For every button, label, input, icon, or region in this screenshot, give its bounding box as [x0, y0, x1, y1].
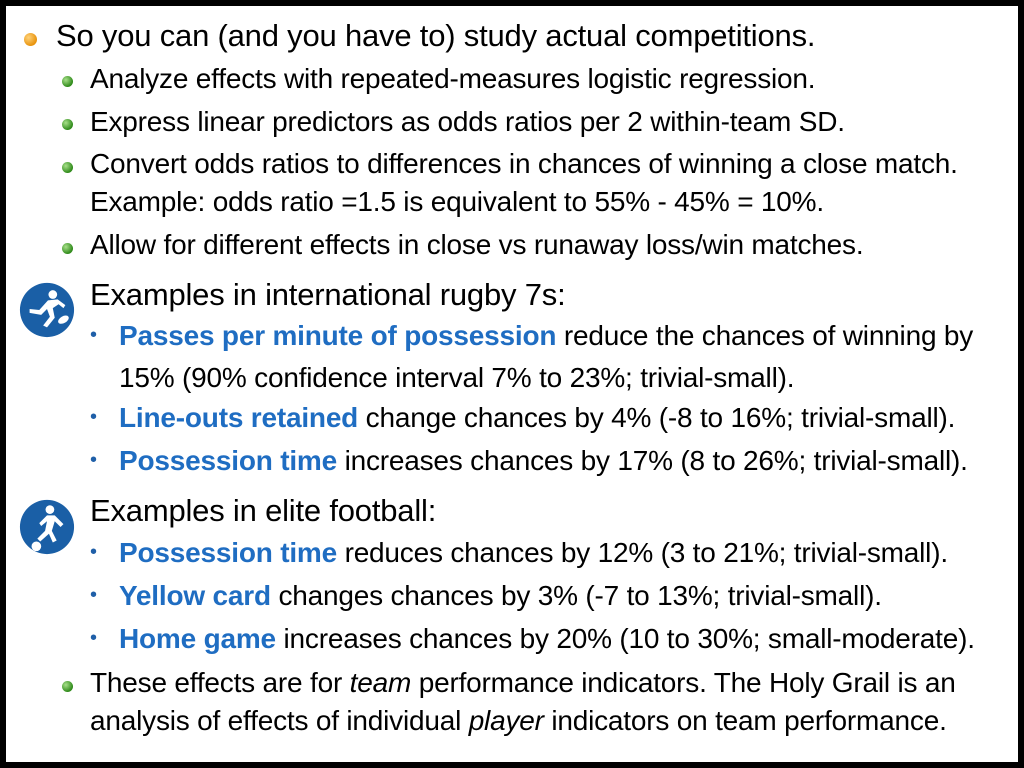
rugby-item-1-highlight: Passes per minute of possession [119, 320, 557, 351]
football-item-2 [119, 580, 882, 612]
football-item-2-text: changes chances by 3% (-7 to 13%; trivial-small). [270, 580, 882, 611]
closing-line-2 [90, 705, 947, 737]
closing-text: analysis of effects of individual [90, 705, 469, 736]
green-bullet-icon [62, 681, 73, 692]
bullet-glyph: • [90, 449, 98, 471]
rugby-item-2-highlight: Line-outs retained [119, 402, 359, 433]
convert-bullet-text: Convert odds ratios to differences in chances of winning a close match. [90, 148, 958, 179]
green-bullet-icon [62, 162, 73, 173]
closing-text: These effects are for [90, 667, 350, 698]
bullet-glyph: • [90, 406, 98, 428]
closing-emphasis-player: player [468, 705, 544, 736]
rugby-player-icon [18, 281, 76, 339]
football-item-1 [119, 537, 948, 569]
rugby-item-3-highlight: Possession time [119, 445, 337, 476]
analyze-bullet-text: Analyze effects with repeated-measures logistic regression. [90, 63, 816, 94]
rugby-item-3 [119, 445, 968, 477]
football-item-3 [119, 623, 975, 655]
bullet-glyph: • [90, 584, 98, 606]
closing-emphasis-team: team [349, 667, 412, 698]
convert-example-text: Example: odds ratio =1.5 is equivalent to 55% - 45% = 10%. [90, 186, 824, 217]
rugby-item-1-text: reduce the chances of winning by [556, 320, 974, 351]
green-bullet-icon [62, 243, 73, 254]
rugby-item-1 [119, 320, 973, 352]
closing-text: performance indicators. The Holy Grail is an [411, 667, 956, 698]
closing-line-1 [90, 667, 956, 699]
football-item-1-highlight: Possession time [119, 537, 337, 568]
closing-text: indicators on team performance. [543, 705, 947, 736]
rugby-item-3-text: increases chances by 17% (8 to 26%; trivial-small). [336, 445, 968, 476]
bullet-glyph: • [90, 627, 98, 649]
main-bullet-text: So you can (and you have to) study actual competitions. [56, 18, 816, 53]
slide [6, 6, 1018, 762]
bullet-glyph: • [90, 324, 98, 346]
rugby-item-2-text: change chances by 4% (-8 to 16%; trivial-small). [358, 402, 956, 433]
orange-bullet-icon [24, 33, 37, 46]
football-item-1-text: reduces chances by 12% (3 to 21%; trivial-small). [336, 537, 948, 568]
football-player-icon [18, 498, 76, 556]
football-item-3-highlight: Home game [119, 623, 276, 654]
express-bullet-text: Express linear predictors as odds ratios per 2 within-team SD. [90, 106, 845, 137]
rugby-item-2 [119, 402, 955, 434]
bullet-glyph: • [90, 541, 98, 563]
football-heading: Examples in elite football: [90, 493, 437, 528]
allow-bullet-text: Allow for different effects in close vs runaway loss/win matches. [90, 229, 864, 260]
green-bullet-icon [62, 119, 73, 130]
football-item-2-highlight: Yellow card [119, 580, 271, 611]
rugby-heading: Examples in international rugby 7s: [90, 277, 566, 312]
football-item-3-text: increases chances by 20% (10 to 30%; small-moderate). [275, 623, 975, 654]
green-bullet-icon [62, 76, 73, 87]
rugby-item-1-continued: 15% (90% confidence interval 7% to 23%; trivial-small). [119, 362, 795, 393]
